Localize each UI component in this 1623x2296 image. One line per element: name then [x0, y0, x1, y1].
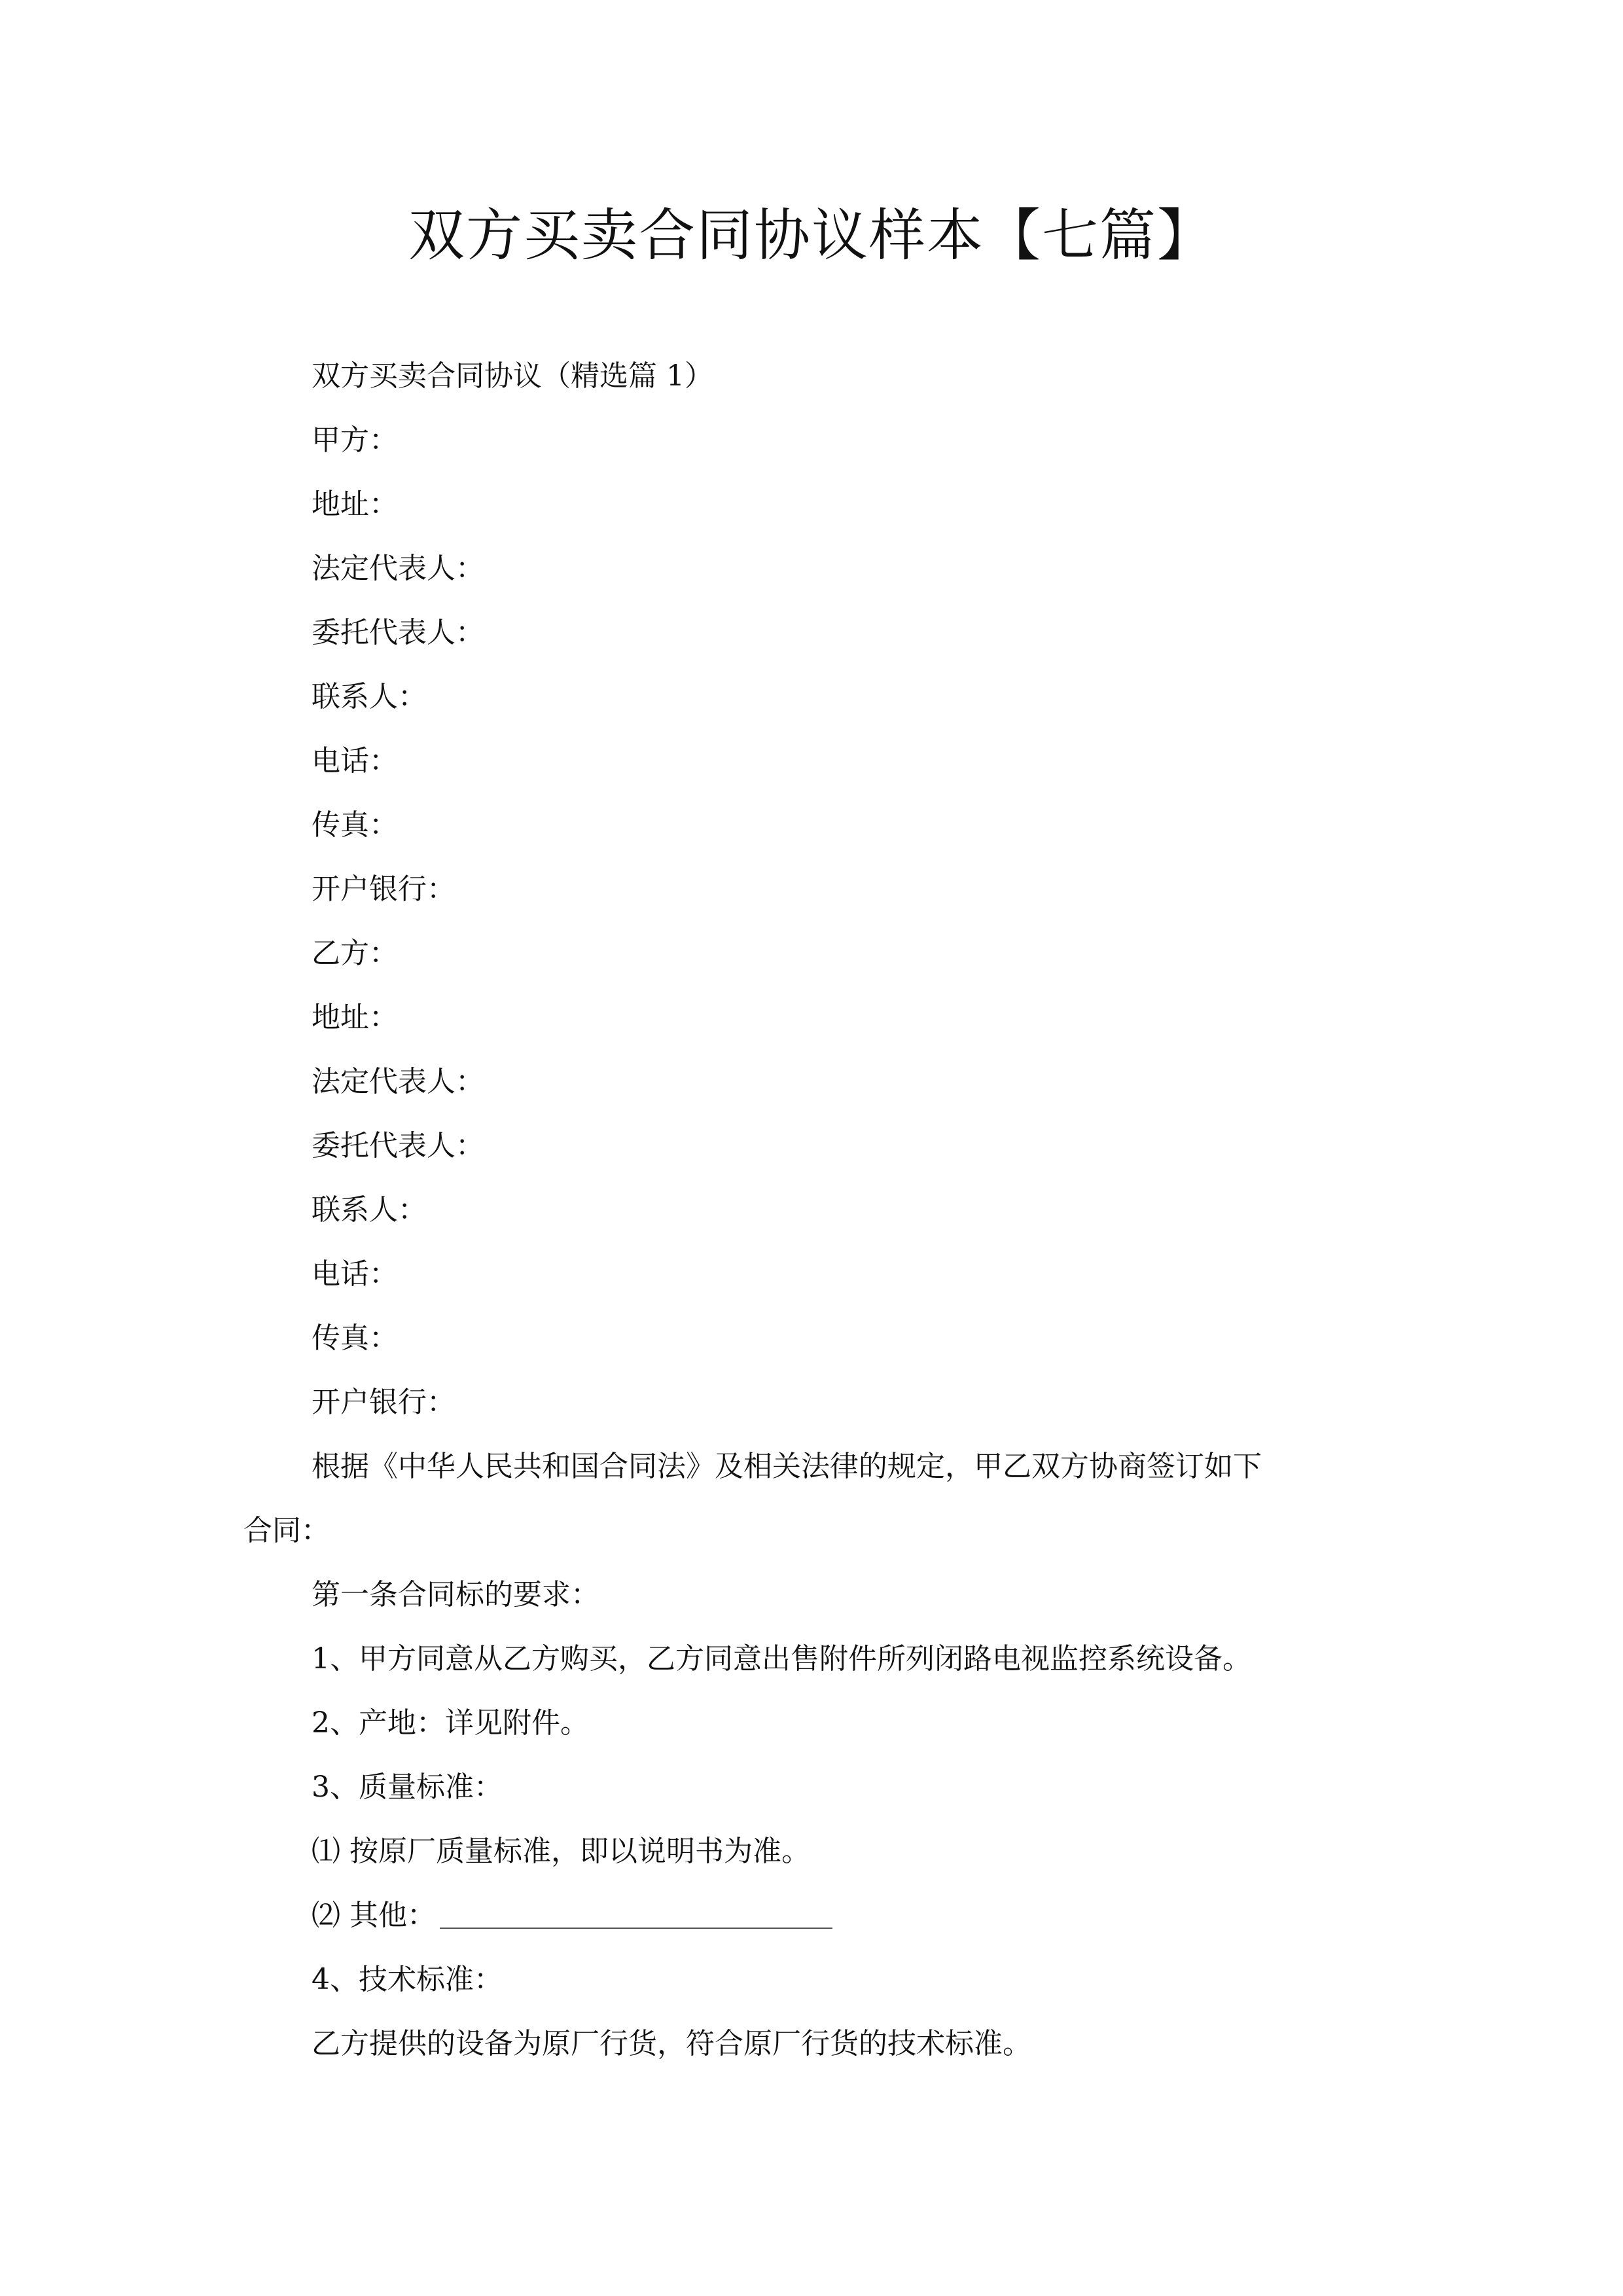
party-b-bank: 开户银行： — [312, 1386, 455, 1419]
section-heading: 双方买卖合同协议（精选篇 1） — [312, 359, 713, 393]
article-1-item-2: 2、产地：详见附件。 — [312, 1706, 589, 1740]
party-a-address: 地址： — [312, 488, 398, 521]
article-1-tech-text: 乙方提供的设备为原厂行货，符合原厂行货的技术标准。 — [312, 2027, 1031, 2060]
party-b-authorized-rep: 委托代表人： — [312, 1129, 484, 1162]
party-b-address: 地址： — [312, 1001, 398, 1034]
party-b-contact: 联系人： — [312, 1193, 427, 1227]
fill-in-blank-line — [440, 1901, 832, 1929]
article-1-item-3: 3、质量标准： — [312, 1770, 503, 1804]
document-body — [243, 344, 1380, 2076]
article-1-sub-2 — [243, 1884, 1380, 1948]
party-a-bank: 开户银行： — [312, 872, 455, 906]
party-b-phone: 电话： — [312, 1257, 398, 1291]
party-a-phone: 电话： — [312, 744, 398, 778]
article-1-item-4: 4、技术标准： — [312, 1963, 503, 1996]
article-1-sub-2-label: ⑵ 其他： — [312, 1899, 436, 1932]
party-a-label: 甲方： — [312, 423, 398, 457]
article-1-heading: 第一条合同标的要求： — [312, 1578, 599, 1611]
preamble-line-2: 合同： — [243, 1514, 330, 1547]
party-b-legal-rep: 法定代表人： — [312, 1065, 484, 1098]
party-a-legal-rep: 法定代表人： — [312, 552, 484, 585]
party-a-authorized-rep: 委托代表人： — [312, 616, 484, 649]
article-1-sub-1: ⑴ 按原厂质量标准，即以说明书为准。 — [312, 1835, 810, 1868]
party-b-fax: 传真： — [312, 1321, 398, 1355]
document-title: 双方买卖合同协议样本【七篇】 — [408, 203, 1215, 268]
preamble-line-1: 根据《中华人民共和国合同法》及相关法律的规定，甲乙双方协商签订如下 — [312, 1450, 1262, 1483]
article-1-item-1: 1、甲方同意从乙方购买，乙方同意出售附件所列闭路电视监控系统设备。 — [312, 1642, 1251, 1676]
party-a-fax: 传真： — [312, 808, 398, 842]
party-b-label: 乙方： — [312, 937, 398, 970]
party-a-contact: 联系人： — [312, 680, 427, 713]
